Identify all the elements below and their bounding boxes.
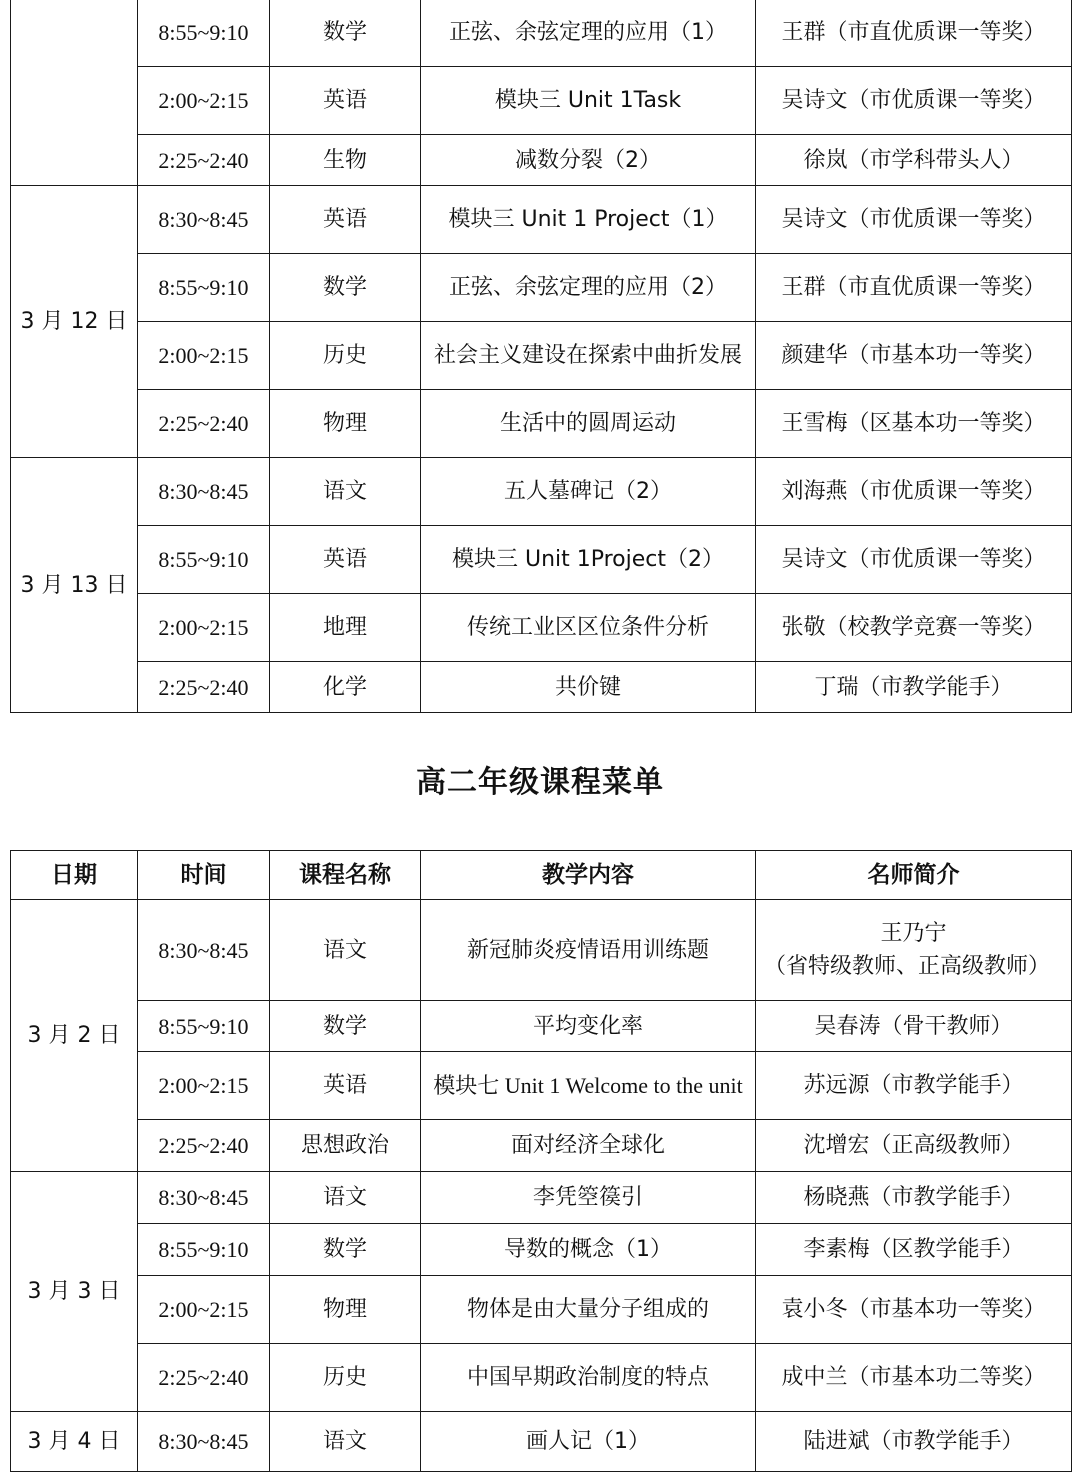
time-cell: 2:25~2:40: [138, 1120, 270, 1172]
teacher-title: （省特级教师、正高级教师）: [764, 954, 1051, 979]
content-cell: 中国早期政治制度的特点: [421, 1344, 756, 1412]
table-row: [11, 662, 1072, 713]
schedule-table-grade-2: [10, 850, 1072, 1472]
time-cell: 2:00~2:15: [138, 594, 270, 662]
subject-cell: 语文: [270, 458, 421, 526]
content-cell: 画人记（1）: [421, 1412, 756, 1472]
time-cell: 2:25~2:40: [138, 662, 270, 713]
time-cell: 8:55~9:10: [138, 254, 270, 322]
subject-cell: 数学: [270, 0, 421, 67]
content-cell: 物体是由大量分子组成的: [421, 1276, 756, 1344]
time-cell: 8:30~8:45: [138, 1412, 270, 1472]
content-cell: 传统工业区区位条件分析: [421, 594, 756, 662]
content-cell: 五人墓碑记（2）: [421, 458, 756, 526]
content-cell: 模块三 Unit 1Project（2）: [421, 526, 756, 594]
time-cell: 8:30~8:45: [138, 458, 270, 526]
table-row: [11, 1344, 1072, 1412]
subject-cell: 地理: [270, 594, 421, 662]
header-teacher: 名师简介: [756, 851, 1072, 900]
table-row: [11, 1172, 1072, 1224]
subject-cell: 化学: [270, 662, 421, 713]
table-row: [11, 254, 1072, 322]
content-cell: 模块三 Unit 1 Project（1）: [421, 186, 756, 254]
time-cell: 2:00~2:15: [138, 1276, 270, 1344]
table-row: [11, 1276, 1072, 1344]
content-cell: 减数分裂（2）: [421, 135, 756, 186]
content-cell: 社会主义建设在探索中曲折发展: [421, 322, 756, 390]
subject-cell: 物理: [270, 390, 421, 458]
content-cell: 共价键: [421, 662, 756, 713]
table-row: [11, 390, 1072, 458]
table-row: [11, 186, 1072, 254]
date-cell: 3 月 13 日: [11, 458, 138, 713]
schedule-table-continued: [10, 0, 1072, 713]
teacher-cell: 刘海燕（市优质课一等奖）: [756, 458, 1072, 526]
time-cell: 8:55~9:10: [138, 526, 270, 594]
content-cell: 新冠肺炎疫情语用训练题: [421, 900, 756, 1001]
table-row: [11, 1052, 1072, 1120]
header-course: 课程名称: [270, 851, 421, 900]
subject-cell: 历史: [270, 322, 421, 390]
subject-cell: 语文: [270, 900, 421, 1001]
table-row: [11, 1120, 1072, 1172]
table-row: [11, 67, 1072, 135]
subject-cell: 生物: [270, 135, 421, 186]
date-cell: 3 月 4 日: [11, 1412, 138, 1472]
section-title: 高二年级课程菜单: [416, 765, 664, 800]
teacher-cell: 陆进斌（市教学能手）: [756, 1412, 1072, 1472]
table-row: [11, 1412, 1072, 1472]
teacher-cell: 吴诗文（市优质课一等奖）: [756, 67, 1072, 135]
teacher-cell: 沈增宏（正高级教师）: [756, 1120, 1072, 1172]
table-row: [11, 0, 1072, 67]
content-cell: 正弦、余弦定理的应用（1）: [421, 0, 756, 67]
date-cell: 3 月 12 日: [11, 186, 138, 458]
content-cell: 生活中的圆周运动: [421, 390, 756, 458]
subject-cell: 历史: [270, 1344, 421, 1412]
content-cell: 李凭箜篌引: [421, 1172, 756, 1224]
content-cell: 面对经济全球化: [421, 1120, 756, 1172]
content-cell: 模块三 Unit 1Task: [421, 67, 756, 135]
content-cell: 平均变化率: [421, 1001, 756, 1052]
time-cell: 2:00~2:15: [138, 322, 270, 390]
table-row: [11, 594, 1072, 662]
teacher-cell: 吴诗文（市优质课一等奖）: [756, 526, 1072, 594]
time-cell: 2:25~2:40: [138, 390, 270, 458]
time-cell: 8:55~9:10: [138, 1001, 270, 1052]
subject-cell: 思想政治: [270, 1120, 421, 1172]
subject-cell: 语文: [270, 1412, 421, 1472]
time-cell: 2:00~2:15: [138, 67, 270, 135]
teacher-cell: 杨晓燕（市教学能手）: [756, 1172, 1072, 1224]
teacher-cell: 王群（市直优质课一等奖）: [756, 254, 1072, 322]
time-cell: 2:25~2:40: [138, 135, 270, 186]
teacher-cell: 徐岚（市学科带头人）: [756, 135, 1072, 186]
subject-cell: 英语: [270, 186, 421, 254]
content-cell: 正弦、余弦定理的应用（2）: [421, 254, 756, 322]
table-row: [11, 1224, 1072, 1276]
teacher-cell: 袁小冬（市基本功一等奖）: [756, 1276, 1072, 1344]
subject-cell: 英语: [270, 67, 421, 135]
teacher-cell: 王雪梅（区基本功一等奖）: [756, 390, 1072, 458]
teacher-cell: 丁瑞（市教学能手）: [756, 662, 1072, 713]
time-cell: 2:00~2:15: [138, 1052, 270, 1120]
subject-cell: 英语: [270, 1052, 421, 1120]
table-row: [11, 526, 1072, 594]
date-cell: 3 月 3 日: [11, 1172, 138, 1412]
subject-cell: 数学: [270, 254, 421, 322]
time-cell: 8:55~9:10: [138, 1224, 270, 1276]
date-cell: [11, 0, 138, 186]
header-date: 日期: [11, 851, 138, 900]
teacher-cell: 成中兰（市基本功二等奖）: [756, 1344, 1072, 1412]
teacher-cell: 王群（市直优质课一等奖）: [756, 0, 1072, 67]
subject-cell: 数学: [270, 1224, 421, 1276]
time-cell: 8:30~8:45: [138, 186, 270, 254]
table-row: [11, 900, 1072, 1001]
header-content: 教学内容: [421, 851, 756, 900]
teacher-cell: 苏远源（市教学能手）: [756, 1052, 1072, 1120]
content-cell: 导数的概念（1）: [421, 1224, 756, 1276]
table-row: [11, 458, 1072, 526]
subject-cell: 物理: [270, 1276, 421, 1344]
content-cell: 模块七 Unit 1 Welcome to the unit: [421, 1052, 756, 1120]
date-cell: 3 月 2 日: [11, 900, 138, 1172]
subject-cell: 数学: [270, 1001, 421, 1052]
time-cell: 8:55~9:10: [138, 0, 270, 67]
table-row: [11, 322, 1072, 390]
teacher-cell: [756, 900, 1072, 1001]
time-cell: 8:30~8:45: [138, 1172, 270, 1224]
table-row: [11, 1001, 1072, 1052]
subject-cell: 英语: [270, 526, 421, 594]
time-cell: 2:25~2:40: [138, 1344, 270, 1412]
teacher-cell: 李素梅（区教学能手）: [756, 1224, 1072, 1276]
teacher-cell: 颜建华（市基本功一等奖）: [756, 322, 1072, 390]
header-time: 时间: [138, 851, 270, 900]
table-row: [11, 135, 1072, 186]
teacher-cell: 吴春涛（骨干教师）: [756, 1001, 1072, 1052]
subject-cell: 语文: [270, 1172, 421, 1224]
teacher-name: 王乃宁: [880, 921, 947, 946]
time-cell: 8:30~8:45: [138, 900, 270, 1001]
teacher-cell: 张敬（校教学竞赛一等奖）: [756, 594, 1072, 662]
teacher-cell: 吴诗文（市优质课一等奖）: [756, 186, 1072, 254]
table-header-row: [11, 851, 1072, 900]
